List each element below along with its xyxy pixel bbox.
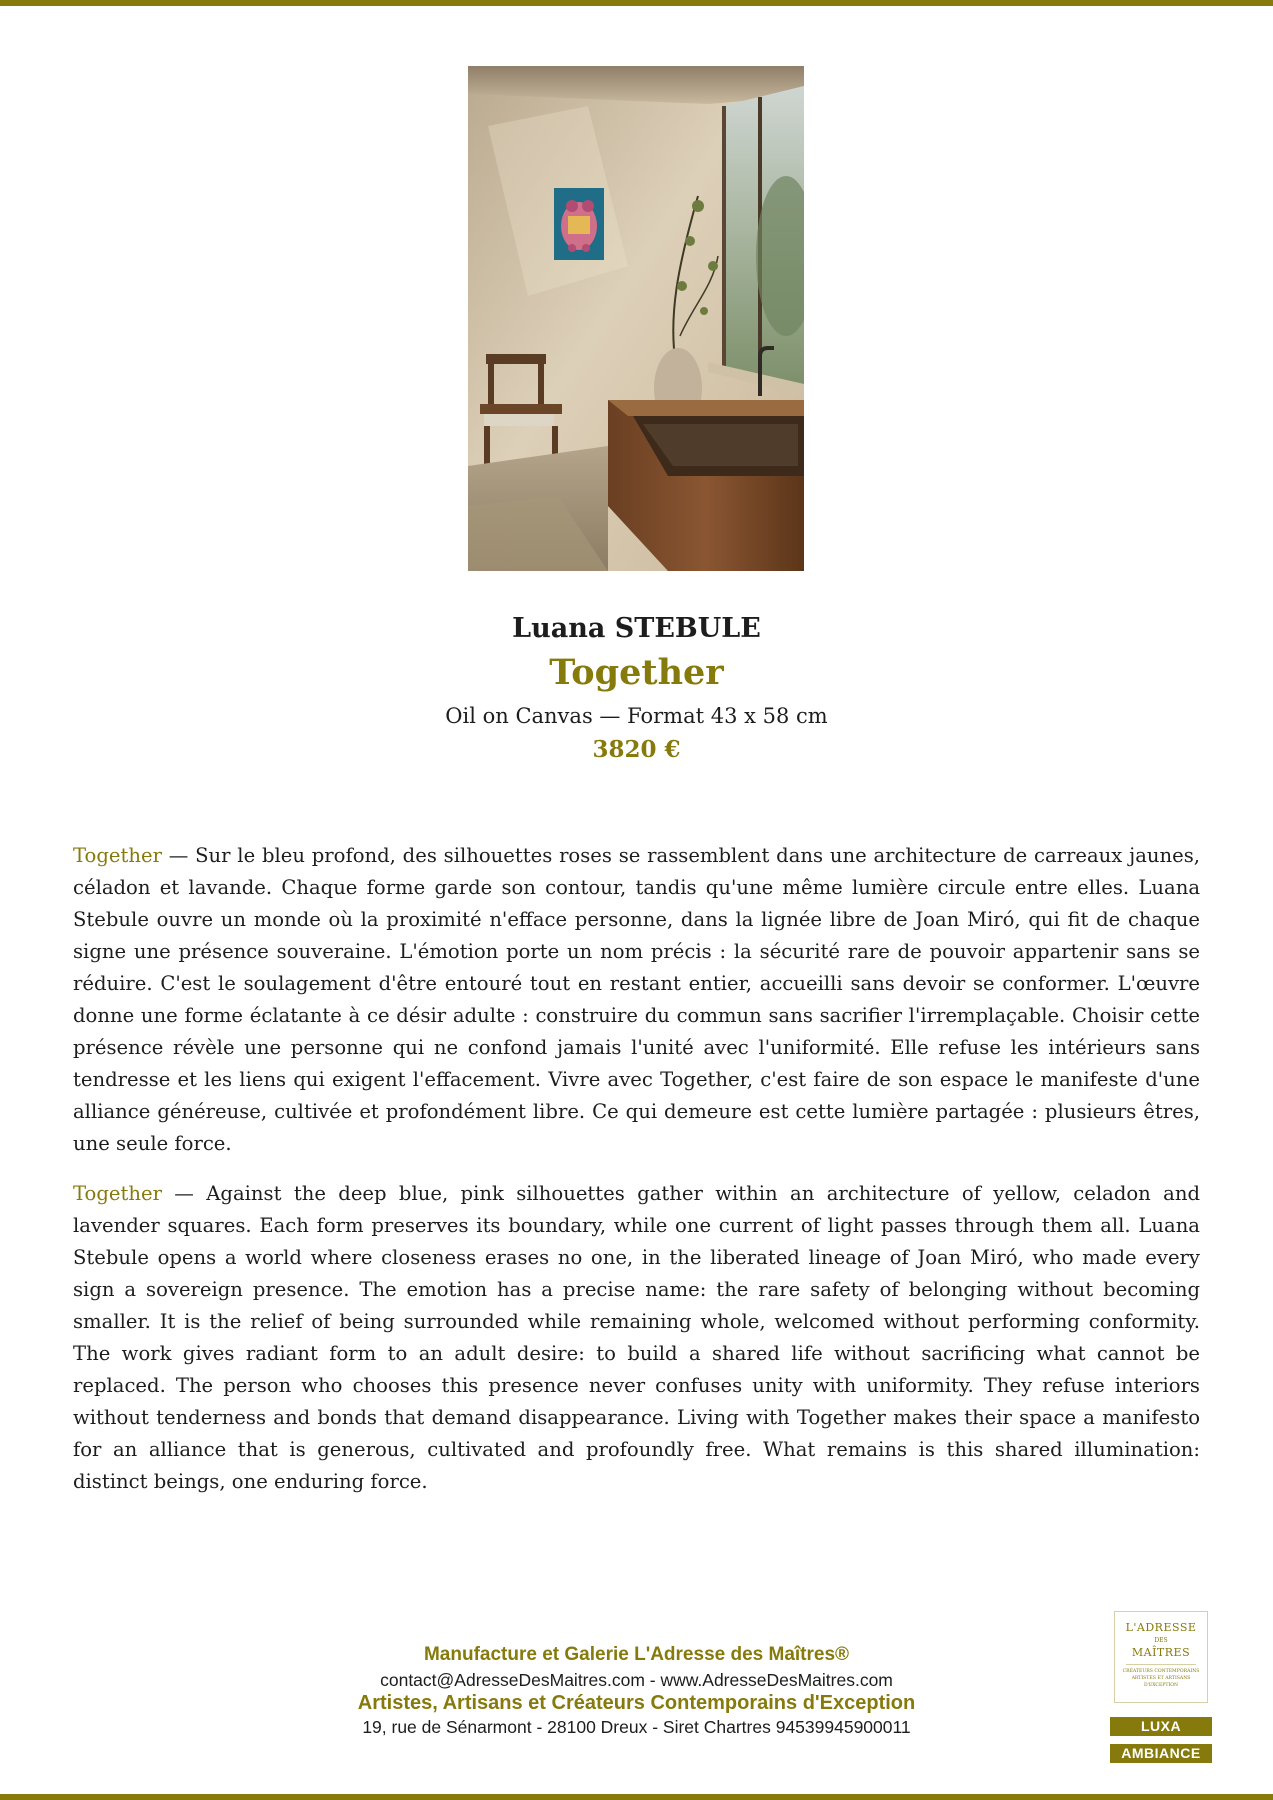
ambiance-badge: AMBIANCE [1110, 1744, 1212, 1763]
description-english-text: — Against the deep blue, pink silhouettes gather within an architecture of yellow, celadon and lavender squares. Each form preserves its boundary, while one current of light passes through them all. Luana Stebule opens a world where closeness erases no one, in the liberated lineage of Joan Miró, who made every sign a sovereign presence. The emotion has a precise name: the rare safety of belonging without becoming smaller. It is the relief of being surrounded while remaining whole, welcomed without performing conformity. The work gives radiant form to an adult desire: to build a shared life without sacrificing what cannot be replaced. The person who chooses this presence never confuses unity with uniformity. They refuse interiors without tenderness and bonds that demand disappearance. Living with Together makes their space a manifesto for an alliance that is generous, cultivated and profoundly free. What remains is this shared illumination: distinct beings, one enduring force. [73, 1182, 1200, 1493]
logo-divider [1126, 1664, 1196, 1665]
top-accent-bar [0, 0, 1273, 6]
luxa-badge: LUXA [1110, 1717, 1212, 1736]
gallery-logo [1114, 1611, 1208, 1703]
description-english-lead: Together [73, 1182, 162, 1205]
artwork-title: Together [549, 652, 724, 693]
bottom-accent-bar [0, 1794, 1273, 1800]
logo-line-2: DES [1154, 1637, 1168, 1644]
footer-tagline: Artistes, Artisans et Créateurs Contemporains d'Exception [357, 1692, 916, 1714]
artist-name: Luana STEBULE [512, 613, 761, 644]
description-french-lead: Together [73, 844, 162, 867]
description-french-text: — Sur le bleu profond, des silhouettes roses se rassemblent dans une architecture de carreaux jaunes, céladon et lavande. Chaque forme garde son contour, tandis qu'une même lumière circule entre elles. Luana Stebule ouvre un monde où la proximité n'efface personne, dans la lignée libre de Joan Miró, qui fit de chaque signe une présence souveraine. L'émotion porte un nom précis : la sécurité rare de pouvoir appartenir sans se réduire. C'est le soulagement d'être entouré tout en restant entier, accueilli sans devoir se conformer. L'œuvre donne une forme éclatante à ce désir adulte : construire du commun sans sacrifier l'irremplaçable. Choisir cette présence révèle une personne qui ne confond jamais l'unité avec l'uniformité. Elle refuse les intérieurs sans tendresse et les liens qui exigent l'effacement. Vivre avec Together, c'est faire de son espace le manifeste d'une alliance généreuse, cultivée et profondément libre. Ce qui demeure est cette lumière partagée : plusieurs êtres, une seule force. [73, 844, 1200, 1155]
artwork-photo [468, 66, 804, 571]
description-french [73, 840, 1200, 1160]
footer-address: 19, rue de Sénarmont - 28100 Dreux - Siret Chartres 94539945900011 [362, 1717, 911, 1737]
footer-gallery-name: Manufacture et Galerie L'Adresse des Maîtres® [423, 1644, 850, 1665]
artwork-price: 3820 € [592, 736, 681, 763]
footer-contact: contact@AdresseDesMaitres.com - www.AdresseDesMaitres.com [380, 1670, 893, 1690]
artwork-medium: Oil on Canvas — Format 43 x 58 cm [445, 704, 828, 728]
description-english [73, 1178, 1200, 1498]
logo-line-4: CRÉATEURS CONTEMPORAINS ARTISTES ET ARTISANS D'EXCEPTION [1122, 1669, 1200, 1688]
logo-line-3: MAÎTRES [1131, 1646, 1191, 1659]
logo-line-1: L'ADRESSE [1125, 1621, 1197, 1634]
